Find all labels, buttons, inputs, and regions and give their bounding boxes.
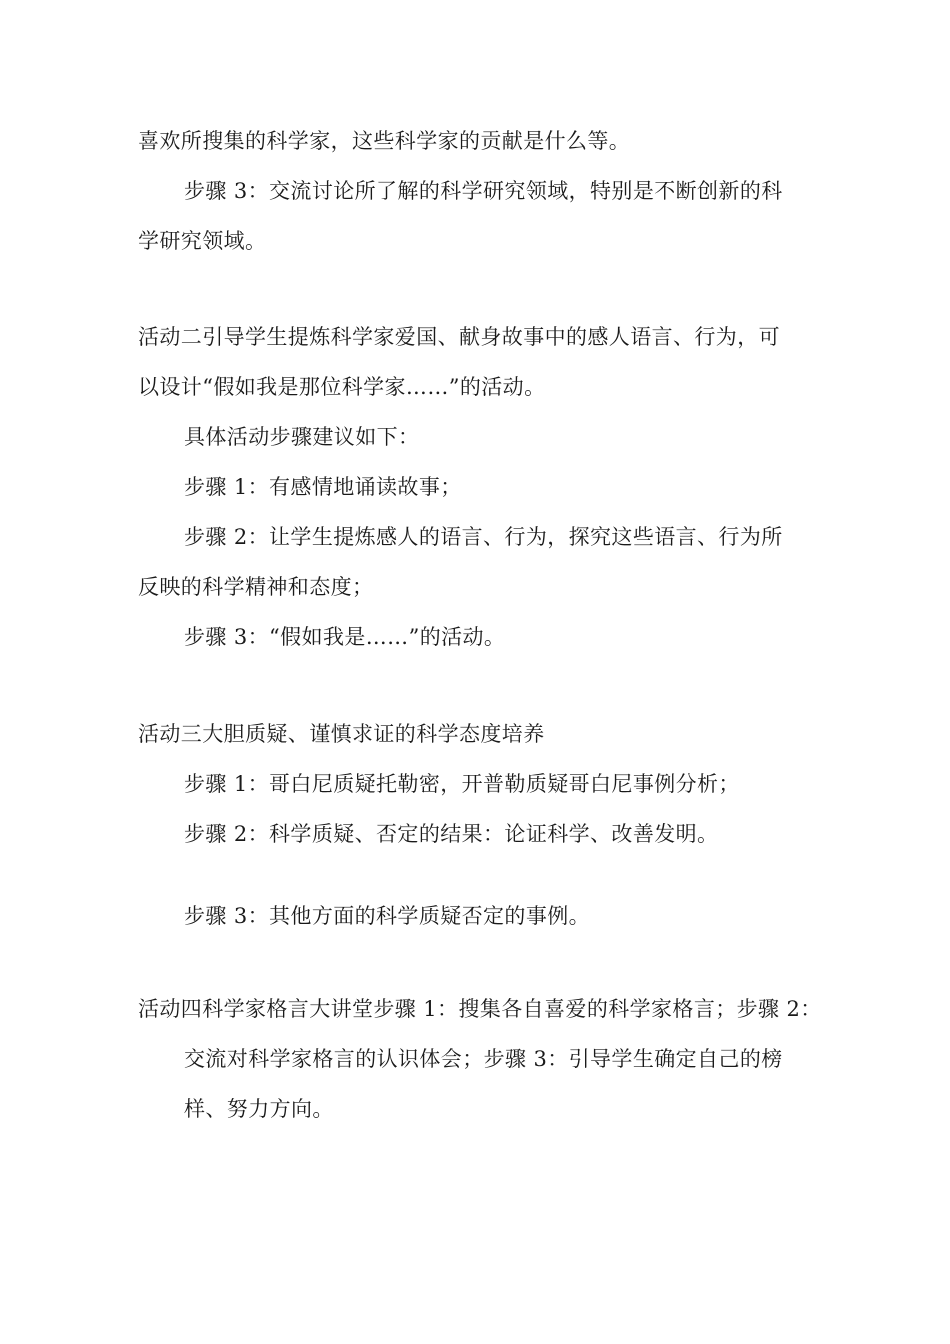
text-line: 步骤 3：交流讨论所了解的科学研究领域，特别是不断创新的科 (184, 179, 783, 203)
text-line: 具体活动步骤建议如下： (184, 425, 420, 449)
text-line: 样、努力方向。 (184, 1097, 334, 1121)
text-line: 步骤 3：“假如我是……”的活动。 (184, 625, 506, 649)
text-line: 步骤 1：有感情地诵读故事； (184, 475, 462, 499)
text-line: 步骤 2：让学生提炼感人的语言、行为，探究这些语言、行为所 (184, 525, 783, 549)
activity-heading: 活动二引导学生提炼科学家爱国、献身故事中的感人语言、行为，可 (138, 325, 780, 349)
activity-heading: 活动三大胆质疑、谨慎求证的科学态度培养 (138, 722, 545, 746)
text-line: 步骤 3：其他方面的科学质疑否定的事例。 (184, 904, 591, 928)
text-line: 学研究领域。 (138, 229, 267, 253)
text-line: 步骤 2：科学质疑、否定的结果：论证科学、改善发明。 (184, 822, 719, 846)
text-line: 反映的科学精神和态度； (138, 575, 374, 599)
activity-heading: 活动四科学家格言大讲堂步骤 1：搜集各自喜爱的科学家格言；步骤 2： (138, 997, 822, 1021)
text-line: 喜欢所搜集的科学家，这些科学家的贡献是什么等。 (138, 129, 631, 153)
text-line: 交流对科学家格言的认识体会；步骤 3：引导学生确定自己的榜 (184, 1047, 783, 1071)
text-line: 步骤 1：哥白尼质疑托勒密，开普勒质疑哥白尼事例分析； (184, 772, 740, 796)
text-line: 以设计“假如我是那位科学家……”的活动。 (138, 375, 546, 399)
